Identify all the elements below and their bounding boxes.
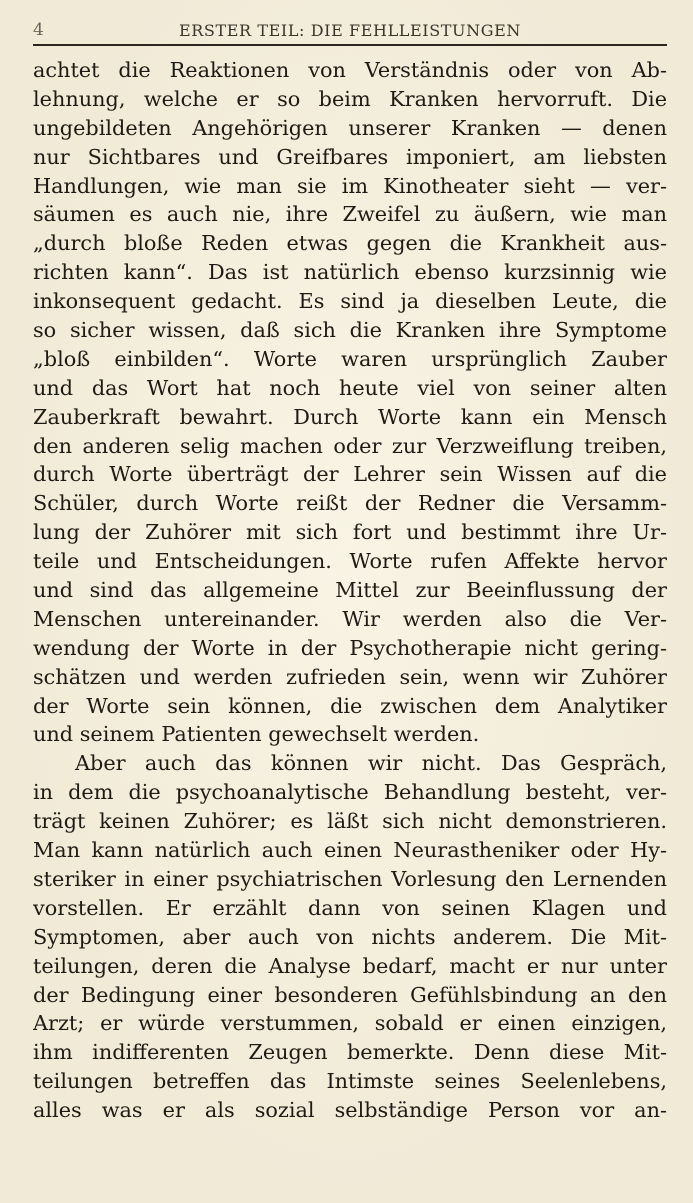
text-line: Schüler, durch Worte reißt der Redner die Versamm- bbox=[33, 491, 667, 516]
text-line: und das Wort hat noch heute viel von seiner alten bbox=[33, 375, 667, 400]
text-line: lung der Zuhörer mit sich fort und bestimmt ihre Ur- bbox=[33, 520, 667, 545]
running-head: ERSTER TEIL: DIE FEHLLEISTUNGEN bbox=[178, 21, 522, 40]
text-line: ungebildeten Angehörigen unserer Kranken — denen bbox=[33, 115, 667, 140]
text-line: in dem die psychoanalytische Behandlung besteht, ver- bbox=[33, 780, 667, 805]
text-line: Handlungen, wie man sie im Kinotheater sieht — ver- bbox=[33, 173, 667, 198]
text-line: schätzen und werden zufrieden sein, wenn wir Zuhörer bbox=[33, 664, 667, 689]
text-line: Man kann natürlich auch einen Neurastheniker oder Hy- bbox=[33, 838, 667, 863]
text-line: teilungen betreffen das Intimste seines Seelenlebens, bbox=[33, 1069, 667, 1094]
text-line: nur Sichtbares und Greifbares imponiert, am liebsten bbox=[33, 144, 667, 169]
text-line: achtet die Reaktionen von Verständnis oder von Ab- bbox=[33, 58, 667, 82]
text-line: der Bedingung einer besonderen Gefühlsbindung an den bbox=[33, 982, 667, 1007]
body-text bbox=[33, 56, 667, 1125]
text-line: „bloß einbilden“. Worte waren ursprünglich Zauber bbox=[33, 346, 667, 371]
text-line: Symptomen, aber auch von nichts anderem. Die Mit- bbox=[33, 924, 667, 949]
text-line: säumen es auch nie, ihre Zweifel zu äußern, wie man bbox=[33, 202, 667, 227]
text-line: vorstellen. Er erzählt dann von seinen Klagen und bbox=[33, 895, 667, 920]
text-line: wendung der Worte in der Psychotherapie nicht gering- bbox=[33, 635, 667, 660]
text-line: richten kann“. Das ist natürlich ebenso kurzsinnig wie bbox=[33, 260, 667, 285]
text-line: den anderen selig machen oder zur Verzweiflung treiben, bbox=[33, 433, 667, 458]
text-line: inkonsequent gedacht. Es sind ja dieselben Leute, die bbox=[33, 289, 667, 314]
text-line: Arzt; er würde verstummen, sobald er einen einzigen, bbox=[33, 1011, 667, 1036]
text-line: Menschen untereinander. Wir werden also die Ver- bbox=[33, 606, 667, 631]
text-line: ihm indifferenten Zeugen bemerkte. Denn diese Mit- bbox=[33, 1040, 667, 1065]
paragraph-start-line: Aber auch das können wir nicht. Das Gespräch, bbox=[75, 751, 667, 776]
text-line: teilungen, deren die Analyse bedarf, macht er nur unter bbox=[33, 953, 667, 978]
text-line: Zauberkraft bewahrt. Durch Worte kann ein Mensch bbox=[33, 404, 667, 429]
text-line: lehnung, welche er so beim Kranken hervorruft. Die bbox=[33, 86, 667, 111]
text-line: teile und Entscheidungen. Worte rufen Affekte hervor bbox=[33, 549, 667, 574]
text-line: so sicher wissen, daß sich die Kranken ihre Symptome bbox=[33, 318, 667, 343]
paragraph-end-line: und seinem Patienten gewechselt werden. bbox=[33, 722, 480, 747]
text-line: der Worte sein können, die zwischen dem Analytiker bbox=[33, 693, 667, 718]
page-number: 4 bbox=[33, 20, 44, 40]
text-line: trägt keinen Zuhörer; es läßt sich nicht demonstrieren. bbox=[33, 809, 667, 834]
text-line: steriker in einer psychiatrischen Vorlesung den Lernenden bbox=[33, 866, 667, 891]
text-line: durch Worte überträgt der Lehrer sein Wissen auf die bbox=[33, 462, 667, 487]
text-line: „durch bloße Reden etwas gegen die Krankheit aus- bbox=[33, 231, 667, 256]
text-line: und sind das allgemeine Mittel zur Beeinflussung der bbox=[33, 578, 667, 603]
page-header bbox=[33, 18, 667, 46]
text-line: alles was er als sozial selbständige Person vor an- bbox=[33, 1098, 667, 1123]
